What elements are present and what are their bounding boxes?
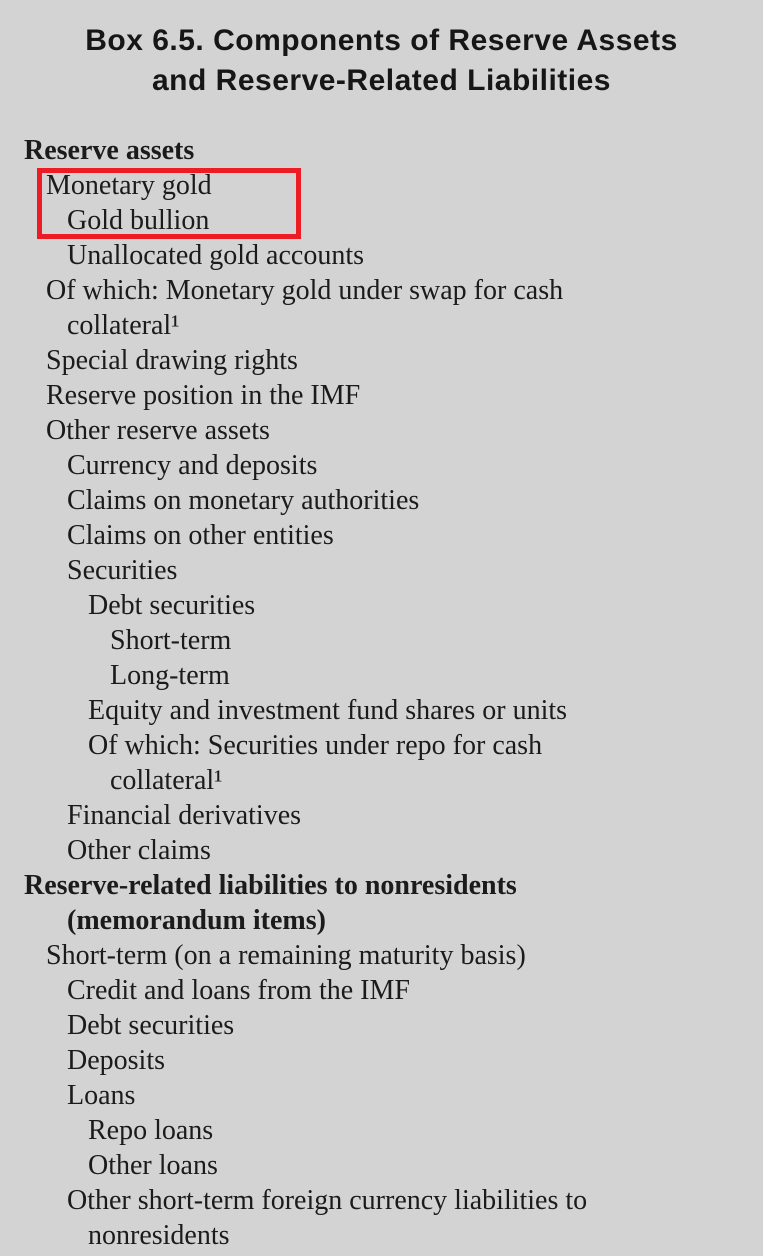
list-item: collateral¹ [67, 310, 180, 341]
list-item: Debt securities [88, 590, 256, 621]
list-item: Short-term (on a remaining maturity basis) [46, 940, 526, 971]
list-item: Repo loans [88, 1115, 214, 1146]
list-item: Deposits [67, 1045, 165, 1076]
list-item: Reserve assets [24, 135, 195, 166]
list-item: Securities [67, 555, 178, 586]
list-item: Other loans [88, 1150, 218, 1181]
list-item: Credit and loans from the IMF [67, 975, 410, 1006]
box-title [0, 21, 763, 101]
list-item: Short-term [110, 625, 232, 656]
box-title-line2: and Reserve-Related Liabilities [152, 64, 611, 97]
list-item: Of which: Monetary gold under swap for cash [46, 275, 564, 306]
list-item: Of which: Securities under repo for cash [88, 730, 543, 761]
list-item: collateral¹ [110, 765, 223, 796]
list-item: Other reserve assets [46, 415, 270, 446]
component-list [0, 133, 763, 1253]
list-item: Reserve position in the IMF [46, 380, 361, 411]
list-item: Reserve-related liabilities to nonresidents [24, 870, 517, 901]
list-item: Financial derivatives [67, 800, 302, 831]
list-item: Debt securities [67, 1010, 235, 1041]
list-item: Other short-term foreign currency liabilities to [67, 1185, 588, 1216]
list-item: Currency and deposits [67, 450, 318, 481]
box-title-line1: Box 6.5. Components of Reserve Assets [85, 24, 678, 57]
list-item: Gold bullion [67, 205, 210, 236]
list-item: Equity and investment fund shares or units [88, 695, 568, 726]
list-item: Claims on monetary authorities [67, 485, 420, 516]
list-item: Monetary gold [46, 170, 212, 201]
list-item: Long-term [110, 660, 230, 691]
highlight-rectangle [37, 168, 301, 239]
list-item: Special drawing rights [46, 345, 298, 376]
list-item: Claims on other entities [67, 520, 334, 551]
list-item: Unallocated gold accounts [67, 240, 365, 271]
list-item: nonresidents [88, 1220, 230, 1251]
list-item: Other claims [67, 835, 211, 866]
list-item: (memorandum items) [67, 905, 326, 936]
list-item: Loans [67, 1080, 136, 1111]
